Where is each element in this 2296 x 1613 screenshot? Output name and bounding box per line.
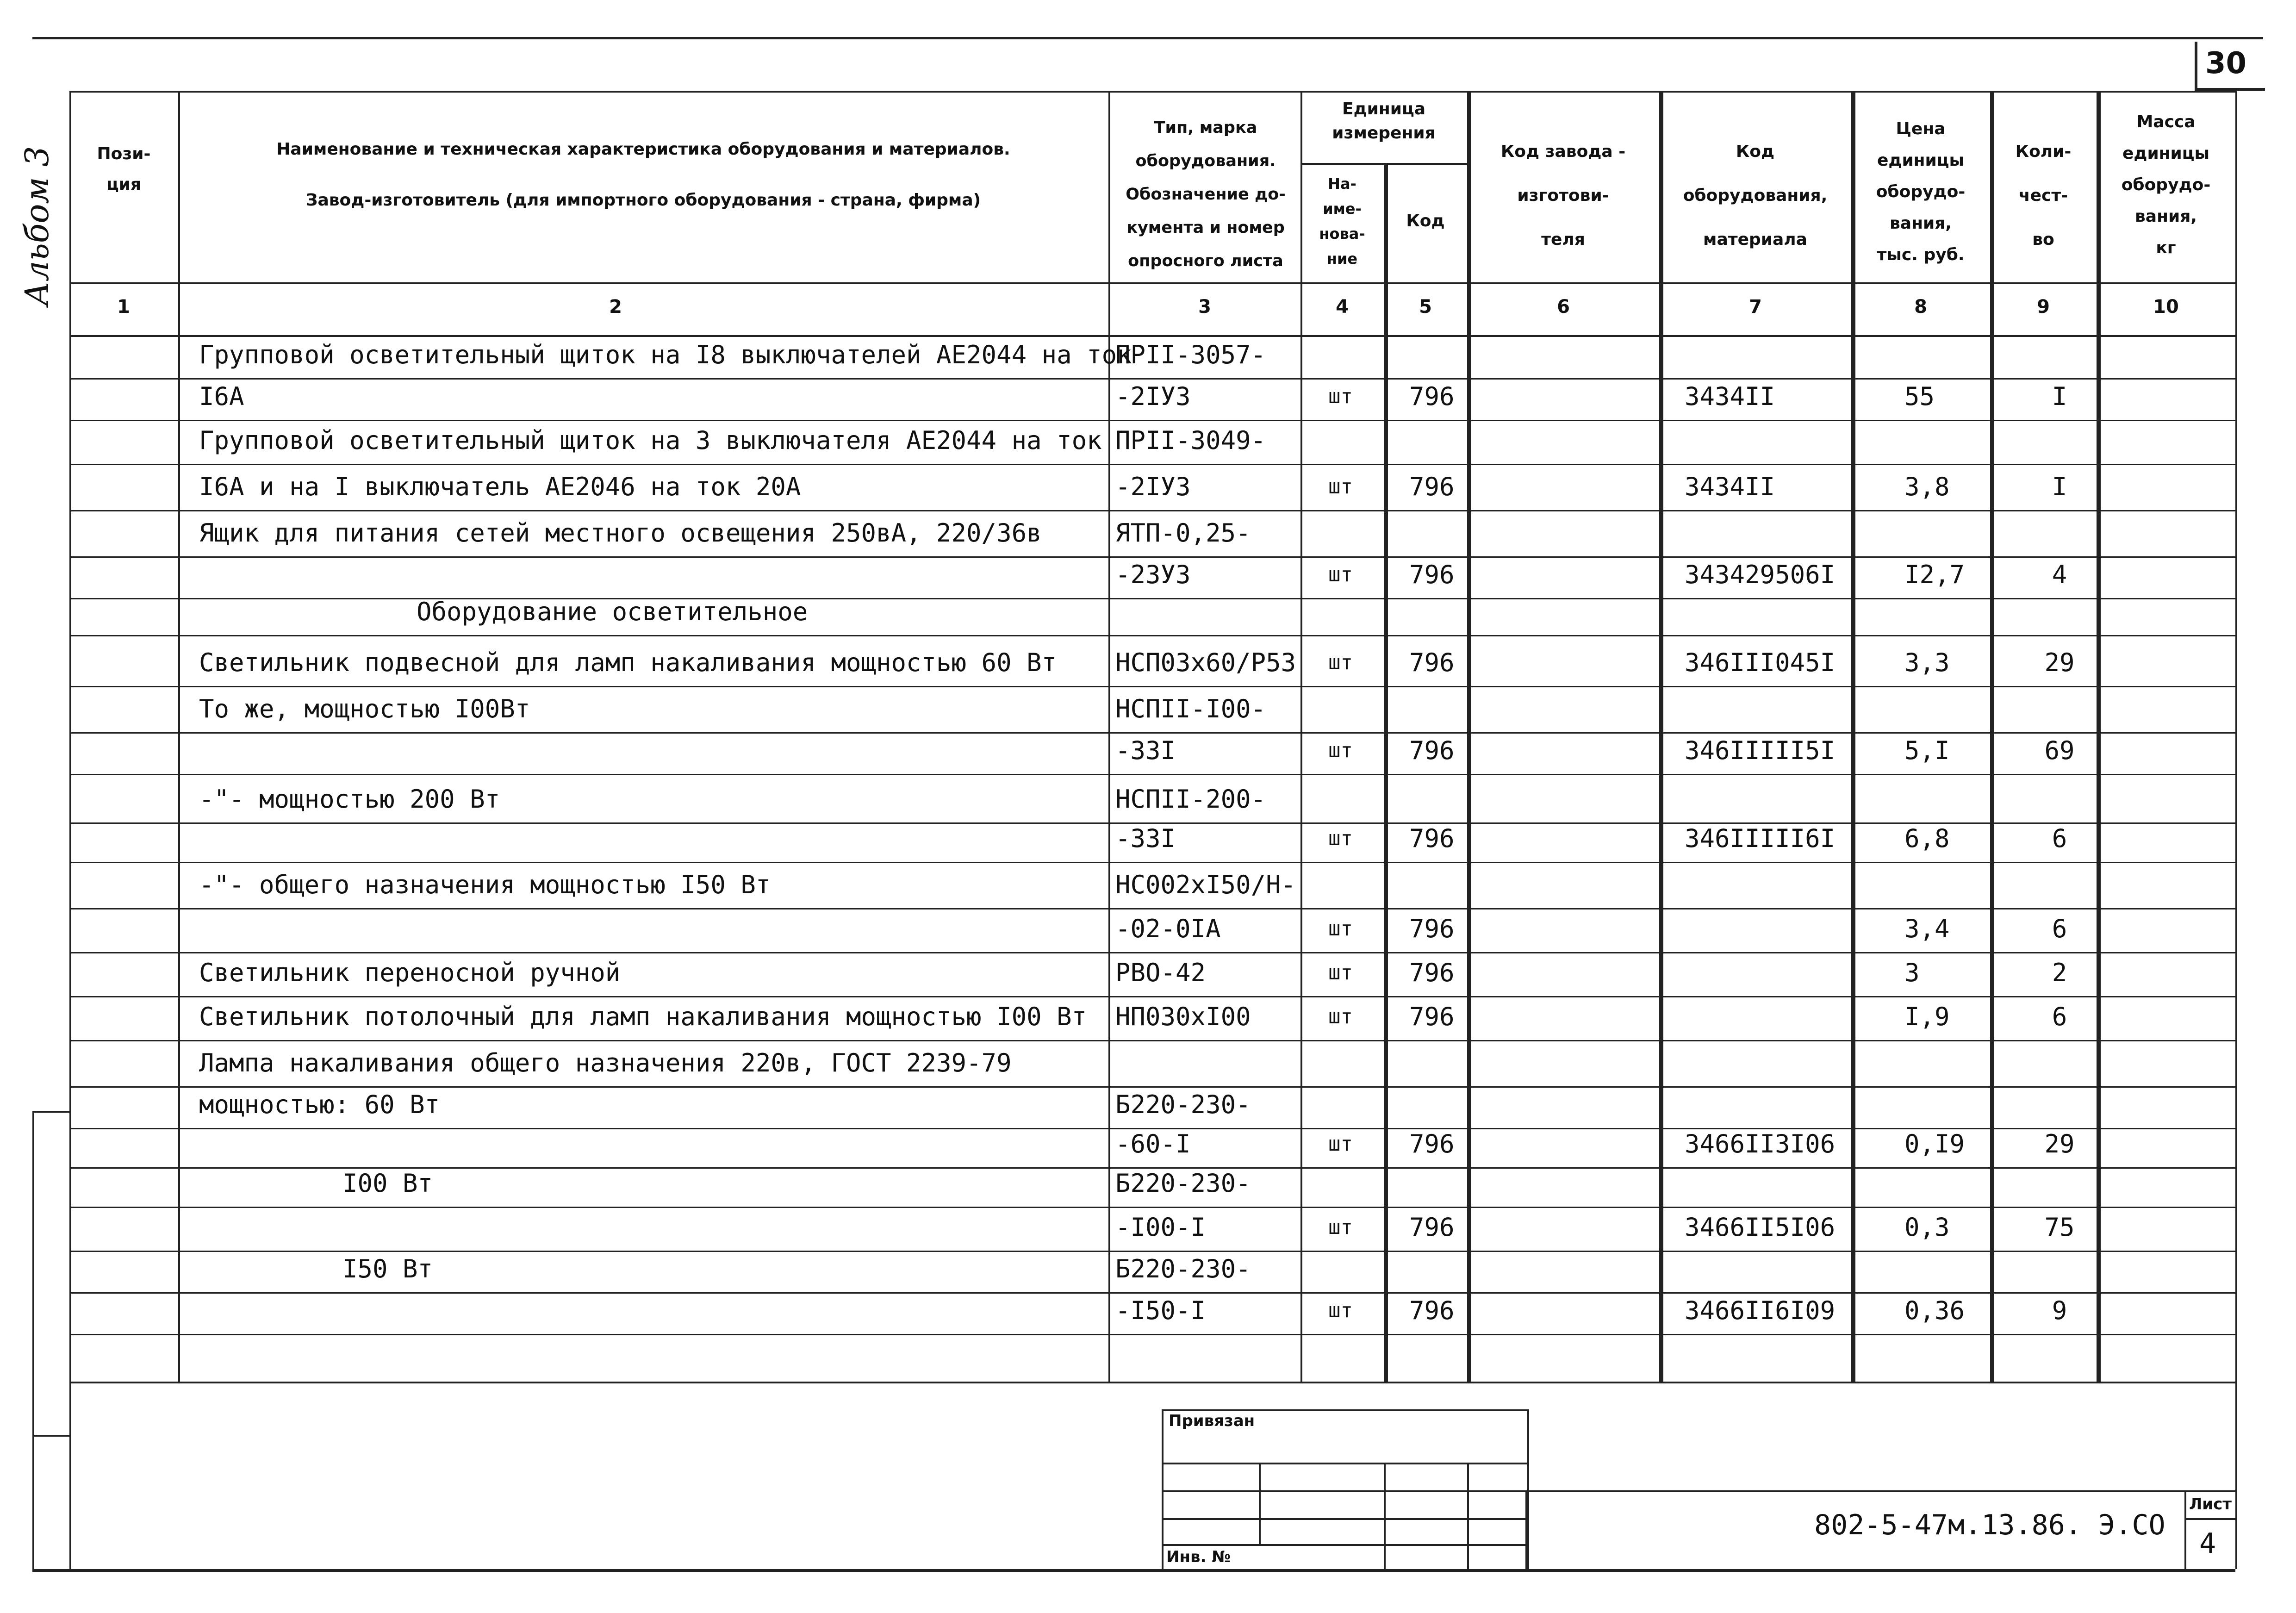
row-quantity: 29: [2044, 1129, 2075, 1158]
row-type: НСП03х60/Р53: [1115, 648, 1296, 677]
col-line-2: [1108, 91, 1110, 1382]
header-equipment-code: Код оборудования, материала: [1683, 142, 1828, 249]
margin-mark-2: [32, 1435, 69, 1437]
document-code: 802-5-47м.13.86. Э.СО: [1814, 1509, 2165, 1541]
col-line-9: [2097, 91, 2101, 1382]
col-line-4: [1384, 163, 1388, 1382]
sheet-box-mid: [2184, 1518, 2235, 1520]
row-equipment-code: 3466II3I06: [1685, 1129, 1836, 1158]
top-line: [32, 37, 2263, 39]
row-name: Групповой осветительный щиток на I8 выключателей АЕ2044 на ток: [199, 340, 1132, 369]
row-unit: шт: [1328, 1005, 1353, 1028]
row-separator: [69, 732, 2235, 734]
row-quantity: 75: [2044, 1213, 2075, 1242]
row-equipment-code: 3434II: [1685, 472, 1775, 501]
row-price: 3,3: [1904, 648, 1950, 677]
stamp-line-1: [1162, 1463, 1527, 1464]
col-num-7: 7: [1749, 296, 1762, 318]
row-quantity: 6: [2052, 914, 2067, 943]
row-equipment-code: 343429506I: [1685, 560, 1836, 589]
row-separator: [69, 464, 2235, 465]
row-equipment-code: 346IIIII6I: [1685, 824, 1836, 853]
row-name: Светильник потолочный для ламп накаливания мощностью I00 Вт: [199, 1002, 1087, 1031]
row-unit: шт: [1328, 651, 1353, 674]
row-type: -02-0IА: [1115, 914, 1221, 943]
header-name-line2: Завод-изготовитель (для импортного оборудования - страна, фирма): [305, 191, 981, 210]
row-separator: [69, 1207, 2235, 1208]
row-separator: [69, 996, 2235, 997]
row-type: -I50-I: [1115, 1296, 1206, 1325]
left-margin-line: [32, 1111, 34, 1569]
row-separator: [69, 686, 2235, 687]
header-price: Цена единицы оборудо- вания, тыс. руб.: [1876, 119, 1966, 264]
row-type: НП030хI00: [1115, 1002, 1251, 1031]
row-type: ПРII-3057-: [1115, 340, 1266, 369]
col-num-4: 4: [1336, 296, 1349, 318]
row-price: 3,8: [1904, 472, 1950, 501]
row-quantity: 6: [2052, 1002, 2067, 1031]
row-quantity: I: [2052, 382, 2067, 411]
header-unit-group: Единица измерения: [1332, 100, 1436, 143]
sheet-label: Лист: [2189, 1495, 2232, 1513]
row-equipment-code: 3466II6I09: [1685, 1296, 1836, 1325]
row-price: 5,I: [1904, 736, 1950, 765]
row-unit: шт: [1328, 563, 1353, 586]
row-separator: [69, 1086, 2235, 1088]
row-name: -"- общего назначения мощностью I50 Вт: [199, 870, 771, 899]
row-type: НС002хI50/Н-: [1115, 870, 1296, 899]
row-type: РВО-42: [1115, 958, 1206, 987]
row-separator: [69, 908, 2235, 909]
album-label: Альбом 3: [18, 146, 56, 306]
row-type: -2IУ3: [1115, 382, 1191, 411]
row-equipment-code: 3434II: [1685, 382, 1775, 411]
row-name: То же, мощностью I00Вт: [199, 694, 530, 723]
header-position: Пози- ция: [97, 144, 151, 194]
row-unit: шт: [1328, 1215, 1353, 1239]
row-name: I00 Вт: [342, 1169, 433, 1198]
row-quantity: 9: [2052, 1296, 2067, 1325]
row-unit-code: 796: [1409, 914, 1455, 943]
row-equipment-code: 346III045I: [1685, 648, 1836, 677]
row-type: Б220-230-: [1115, 1169, 1251, 1198]
row-name: I6А: [199, 382, 244, 411]
row-unit-code: 796: [1409, 472, 1455, 501]
col-line-6: [1659, 91, 1663, 1382]
row-separator: [69, 1292, 2235, 1294]
header-top-line: [69, 91, 2235, 93]
page-number: 30: [2205, 46, 2247, 81]
row-type: -33I: [1115, 824, 1176, 853]
row-unit-code: 796: [1409, 736, 1455, 765]
stamp-vline-2: [1384, 1463, 1386, 1569]
row-equipment-code: 346IIIII5I: [1685, 736, 1836, 765]
row-type: НСПII-200-: [1115, 785, 1266, 814]
row-price: 3: [1904, 958, 1920, 987]
margin-mark-1: [32, 1111, 69, 1113]
sheet-box-left: [2184, 1490, 2186, 1569]
row-type: Б220-230-: [1115, 1090, 1251, 1119]
row-price: I2,7: [1904, 560, 1965, 589]
row-separator: [69, 774, 2235, 775]
row-separator: [69, 420, 2235, 421]
row-separator: [69, 598, 2235, 599]
col-line-5: [1467, 91, 1471, 1382]
stamp-inv-label: Инв. №: [1166, 1548, 1231, 1566]
col-line-0: [69, 91, 71, 1569]
row-quantity: I: [2052, 472, 2067, 501]
page-bottom-line: [32, 1569, 2235, 1572]
row-type: ПРII-3049-: [1115, 426, 1266, 455]
row-unit: шт: [1328, 475, 1353, 498]
stamp-line-4: [1162, 1544, 1527, 1546]
row-type: НСПII-I00-: [1115, 694, 1266, 723]
header-unit-code: Код: [1406, 212, 1445, 230]
row-unit-code: 796: [1409, 1002, 1455, 1031]
stamp-bound-label: Привязан: [1169, 1412, 1255, 1430]
row-unit-code: 796: [1409, 958, 1455, 987]
row-name: I50 Вт: [342, 1254, 433, 1283]
row-price: I,9: [1904, 1002, 1950, 1031]
row-type: Б220-230-: [1115, 1254, 1251, 1283]
row-separator: [69, 510, 2235, 511]
row-unit-code: 796: [1409, 1129, 1455, 1158]
body-bottom-line: [69, 1382, 2235, 1383]
row-quantity: 4: [2052, 560, 2067, 589]
col-line-1: [178, 91, 180, 1382]
row-separator: [69, 556, 2235, 558]
row-name: мощностью: 60 Вт: [199, 1090, 440, 1119]
row-unit: шт: [1328, 739, 1353, 762]
col-num-1: 1: [117, 296, 130, 318]
header-factory-code: Код завода - изготови- теля: [1500, 142, 1626, 249]
row-name: Ящик для питания сетей местного освещения 250вА, 220/36в: [199, 518, 1042, 548]
row-type: -33I: [1115, 736, 1176, 765]
row-type: -60-I: [1115, 1129, 1191, 1158]
row-separator: [69, 952, 2235, 953]
row-unit: шт: [1328, 827, 1353, 850]
row-type: ЯТП-0,25-: [1115, 518, 1251, 548]
row-price: 3,4: [1904, 914, 1950, 943]
row-name: -"- мощностью 200 Вт: [199, 785, 500, 814]
header-quantity: Коли- чест- во: [2015, 142, 2072, 249]
header-mass: Масса единицы оборудо- вания, кг: [2121, 112, 2211, 257]
row-quantity: 69: [2044, 736, 2075, 765]
row-unit: шт: [1328, 385, 1353, 408]
row-name: Светильник подвесной для ламп накаливания мощностью 60 Вт: [199, 648, 1057, 677]
row-unit: шт: [1328, 1299, 1353, 1322]
header-type: Тип, марка оборудования. Обозначение до- кумента и номер опросного листа: [1126, 118, 1286, 270]
header-name-line1: Наименование и техническая характеристика оборудования и материалов.: [276, 140, 1010, 159]
stamp-vline-3: [1467, 1463, 1469, 1569]
row-price: 0,36: [1904, 1296, 1965, 1325]
row-equipment-code: 3466II5I06: [1685, 1213, 1836, 1242]
row-name: Светильник переносной ручной: [199, 958, 621, 987]
row-separator: [69, 1334, 2235, 1335]
row-quantity: 2: [2052, 958, 2067, 987]
row-unit-code: 796: [1409, 648, 1455, 677]
row-unit-code: 796: [1409, 824, 1455, 853]
col-num-8: 8: [1914, 296, 1927, 318]
row-unit-code: 796: [1409, 560, 1455, 589]
row-separator: [69, 378, 2235, 380]
col-line-10: [2235, 91, 2237, 1569]
col-line-7: [1851, 91, 1855, 1382]
col-num-6: 6: [1557, 296, 1570, 318]
stamp-vline-1: [1259, 1463, 1261, 1544]
row-name: Лампа накаливания общего назначения 220в, ГОСТ 2239-79: [199, 1048, 1012, 1077]
stamp-line-2: [1162, 1490, 1527, 1492]
col-line-8: [1990, 91, 1994, 1382]
row-price: 6,8: [1904, 824, 1950, 853]
header-unit-name: На- име- нова- ние: [1319, 175, 1365, 268]
row-separator: [69, 1251, 2235, 1252]
row-quantity: 6: [2052, 824, 2067, 853]
stamp-line-3: [1162, 1518, 1527, 1520]
row-unit: шт: [1328, 961, 1353, 984]
row-name: Групповой осветительный щиток на 3 выключателя АЕ2044 на ток: [199, 426, 1102, 455]
row-quantity: 29: [2044, 648, 2075, 677]
row-unit: шт: [1328, 1132, 1353, 1156]
row-unit-code: 796: [1409, 1296, 1455, 1325]
row-type: -2IУ3: [1115, 472, 1191, 501]
row-price: 55: [1904, 382, 1935, 411]
row-unit-code: 796: [1409, 1213, 1455, 1242]
row-unit-code: 796: [1409, 382, 1455, 411]
stamp-vline-4: [1525, 1490, 1527, 1569]
col-line-3: [1300, 91, 1302, 1382]
row-separator: [69, 862, 2235, 863]
row-name: I6А и на I выключатель АЕ2046 на ток 20А: [199, 472, 801, 501]
col-num-5: 5: [1419, 296, 1432, 318]
stamp-right-top: [1525, 1490, 2235, 1492]
header-bottom-line: [69, 282, 2235, 284]
row-unit: шт: [1328, 917, 1353, 940]
row-price: 0,I9: [1904, 1129, 1965, 1158]
col-num-2: 2: [609, 296, 622, 318]
numbers-bottom-line: [69, 335, 2235, 337]
col-num-3: 3: [1198, 296, 1211, 318]
sheet-number: 4: [2199, 1527, 2216, 1560]
row-separator: [69, 635, 2235, 636]
row-price: 0,3: [1904, 1213, 1950, 1242]
col-num-9: 9: [2037, 296, 2050, 318]
row-name: Оборудование осветительное: [417, 597, 808, 626]
col-num-10: 10: [2153, 296, 2179, 318]
row-type: -I00-I: [1115, 1213, 1206, 1242]
row-separator: [69, 1040, 2235, 1041]
row-type: -23У3: [1115, 560, 1191, 589]
